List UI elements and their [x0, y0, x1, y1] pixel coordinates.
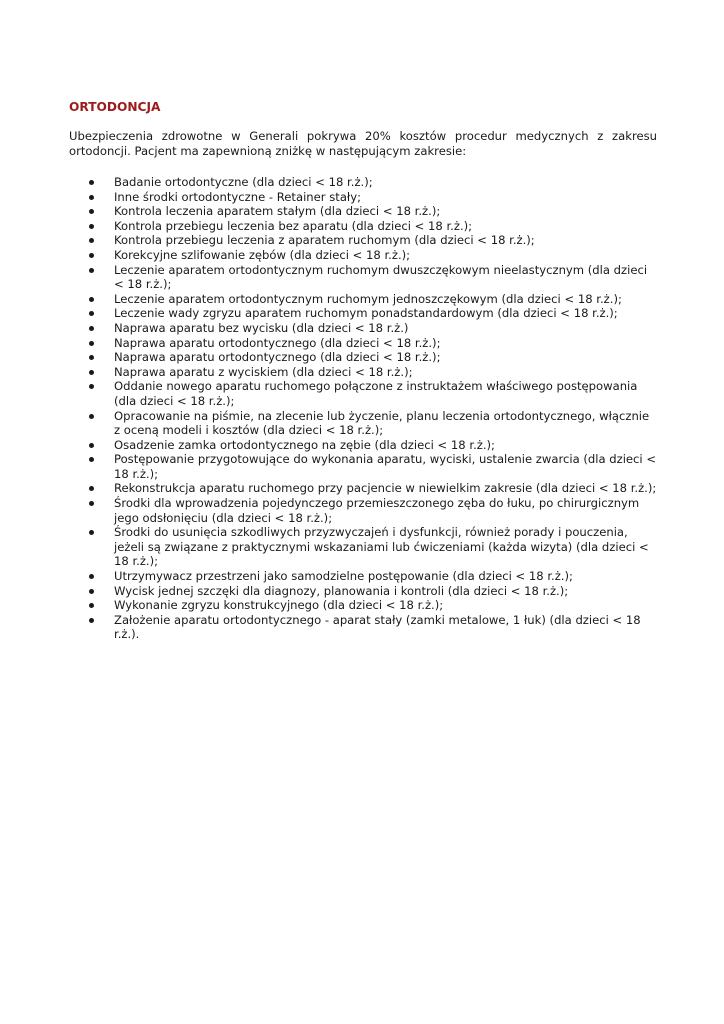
- bullet-icon: [89, 195, 94, 200]
- bullet-icon: [89, 589, 94, 594]
- list-item: [69, 584, 657, 599]
- list-item: [69, 452, 657, 481]
- list-item: [69, 321, 657, 336]
- document-content: [69, 100, 657, 642]
- list-item-text: Leczenie aparatem ortodontycznym ruchomym jednoszczękowym (dla dzieci < 18 r.ż.);: [114, 291, 622, 306]
- list-item: [69, 263, 657, 292]
- list-item: [69, 598, 657, 613]
- list-item: [69, 175, 657, 190]
- list-item-text: Leczenie aparatem ortodontycznym ruchomym dwuszczękowym nieelastycznym (dla dzieci < 18 r.ż.);: [114, 262, 648, 292]
- list-item-text: Oddanie nowego aparatu ruchomego połączone z instruktażem właściwego postępowania (dla dzieci < 18 r.ż.);: [114, 379, 638, 408]
- list-item: [69, 496, 657, 525]
- list-item: [69, 379, 657, 408]
- list-item-text: Osadzenie zamka ortodontycznego na zębie (dla dzieci < 18 r.ż.);: [114, 437, 495, 452]
- bullet-icon: [89, 253, 94, 258]
- bullet-icon: [89, 311, 94, 316]
- list-item-text: Kontrola leczenia aparatem stałym (dla dzieci < 18 r.ż.);: [114, 204, 441, 219]
- list-item-text: Leczenie wady zgryzu aparatem ruchomym ponadstandardowym (dla dzieci < 18 r.ż.);: [114, 306, 618, 321]
- bullet-icon: [89, 530, 94, 535]
- list-item: [69, 569, 657, 584]
- list-item-text: Utrzymywacz przestrzeni jako samodzielne postępowanie (dla dzieci < 18 r.ż.);: [114, 569, 573, 584]
- list-item-text: Wykonanie zgryzu konstrukcyjnego (dla dzieci < 18 r.ż.);: [114, 598, 444, 613]
- bullet-icon: [89, 326, 94, 331]
- bullet-icon: [89, 414, 94, 419]
- list-item-text: Środki do usunięcia szkodliwych przyzwyczajeń i dysfunkcji, również porady i pouczenia, jeżeli są związane z praktycznymi wskazaniami lub ćwiczeniami (każda wizyta) (dla dzieci < 18 r.ż.);: [114, 525, 649, 569]
- list-item-text: Naprawa aparatu ortodontycznego (dla dzieci < 18 r.ż.);: [114, 335, 441, 350]
- list-item-text: Naprawa aparatu bez wycisku (dla dzieci < 18 r.ż.): [114, 320, 409, 335]
- list-item-text: Naprawa aparatu z wyciskiem (dla dzieci < 18 r.ż.);: [114, 364, 413, 379]
- list-item: [69, 350, 657, 365]
- list-item: [69, 336, 657, 351]
- list-item-text: Naprawa aparatu ortodontycznego (dla dzieci < 18 r.ż.);: [114, 350, 441, 365]
- bullet-icon: [89, 603, 94, 608]
- section-heading: ORTODONCJA: [69, 100, 161, 114]
- list-item-text: Opracowanie na piśmie, na zlecenie lub życzenie, planu leczenia ortodontycznego, włącznie z oceną modeli i kosztów (dla dzieci < 18 r.ż.);: [114, 408, 650, 438]
- bullet-icon: [89, 384, 94, 389]
- bullet-icon: [89, 486, 94, 491]
- list-item: [69, 613, 657, 642]
- list-item-text: Badanie ortodontyczne (dla dzieci < 18 r.ż.);: [114, 175, 373, 189]
- list-item-text: Korekcyjne szlifowanie zębów (dla dzieci < 18 r.ż.);: [114, 247, 411, 262]
- bullet-icon: [89, 618, 94, 623]
- list-item: [69, 438, 657, 453]
- list-item-text: Kontrola przebiegu leczenia z aparatem ruchomym (dla dzieci < 18 r.ż.);: [114, 233, 535, 248]
- bullet-icon: [89, 209, 94, 214]
- list-item: [69, 306, 657, 321]
- bullet-icon: [89, 297, 94, 302]
- list-item-text: Założenie aparatu ortodontycznego - aparat stały (zamki metalowe, 1 łuk) (dla dzieci < 18 r.ż.).: [114, 612, 641, 642]
- list-item-text: Rekonstrukcja aparatu ruchomego przy pacjencie w niewielkim zakresie (dla dzieci < 18 r.ż.);: [114, 481, 657, 496]
- list-item-text: Wycisk jednej szczęki dla diagnozy, planowania i kontroli (dla dzieci < 18 r.ż.);: [114, 583, 569, 598]
- list-item-text: Inne środki ortodontyczne - Retainer stały;: [114, 189, 361, 204]
- bullet-icon: [89, 341, 94, 346]
- list-item-text: Kontrola przebiegu leczenia bez aparatu (dla dzieci < 18 r.ż.);: [114, 218, 473, 233]
- bullet-icon: [89, 238, 94, 243]
- list-item-text: Środki dla wprowadzenia pojedynczego przemieszczonego zęba do łuku, po chirurgicznym jego odsłonięciu (dla dzieci < 18 r.ż.);: [114, 496, 640, 525]
- list-item-text: Postępowanie przygotowujące do wykonania aparatu, wyciski, ustalenie zwarcia (dla dzieci < 18 r.ż.);: [114, 452, 657, 481]
- bullet-icon: [89, 370, 94, 375]
- list-item: [69, 248, 657, 263]
- list-item: [69, 190, 657, 205]
- list-item: [69, 219, 657, 234]
- bullet-icon: [89, 501, 94, 506]
- intro-paragraph: Ubezpieczenia zdrowotne w Generali pokrywa 20% kosztów procedur medycznych z zakresu ortodoncji. Pacjent ma zapewnioną zniżkę w następującym zakresie:: [69, 129, 657, 158]
- bullet-icon: [89, 443, 94, 448]
- bullet-icon: [89, 224, 94, 229]
- bullet-icon: [89, 180, 94, 185]
- list-item: [69, 365, 657, 380]
- bullet-icon: [89, 268, 94, 273]
- list-item: [69, 525, 657, 569]
- list-item: [69, 204, 657, 219]
- procedure-list: [69, 175, 657, 642]
- bullet-icon: [89, 574, 94, 579]
- list-item: [69, 409, 657, 438]
- list-item: [69, 233, 657, 248]
- list-item: [69, 481, 657, 496]
- bullet-icon: [89, 355, 94, 360]
- list-item: [69, 292, 657, 307]
- bullet-icon: [89, 457, 94, 462]
